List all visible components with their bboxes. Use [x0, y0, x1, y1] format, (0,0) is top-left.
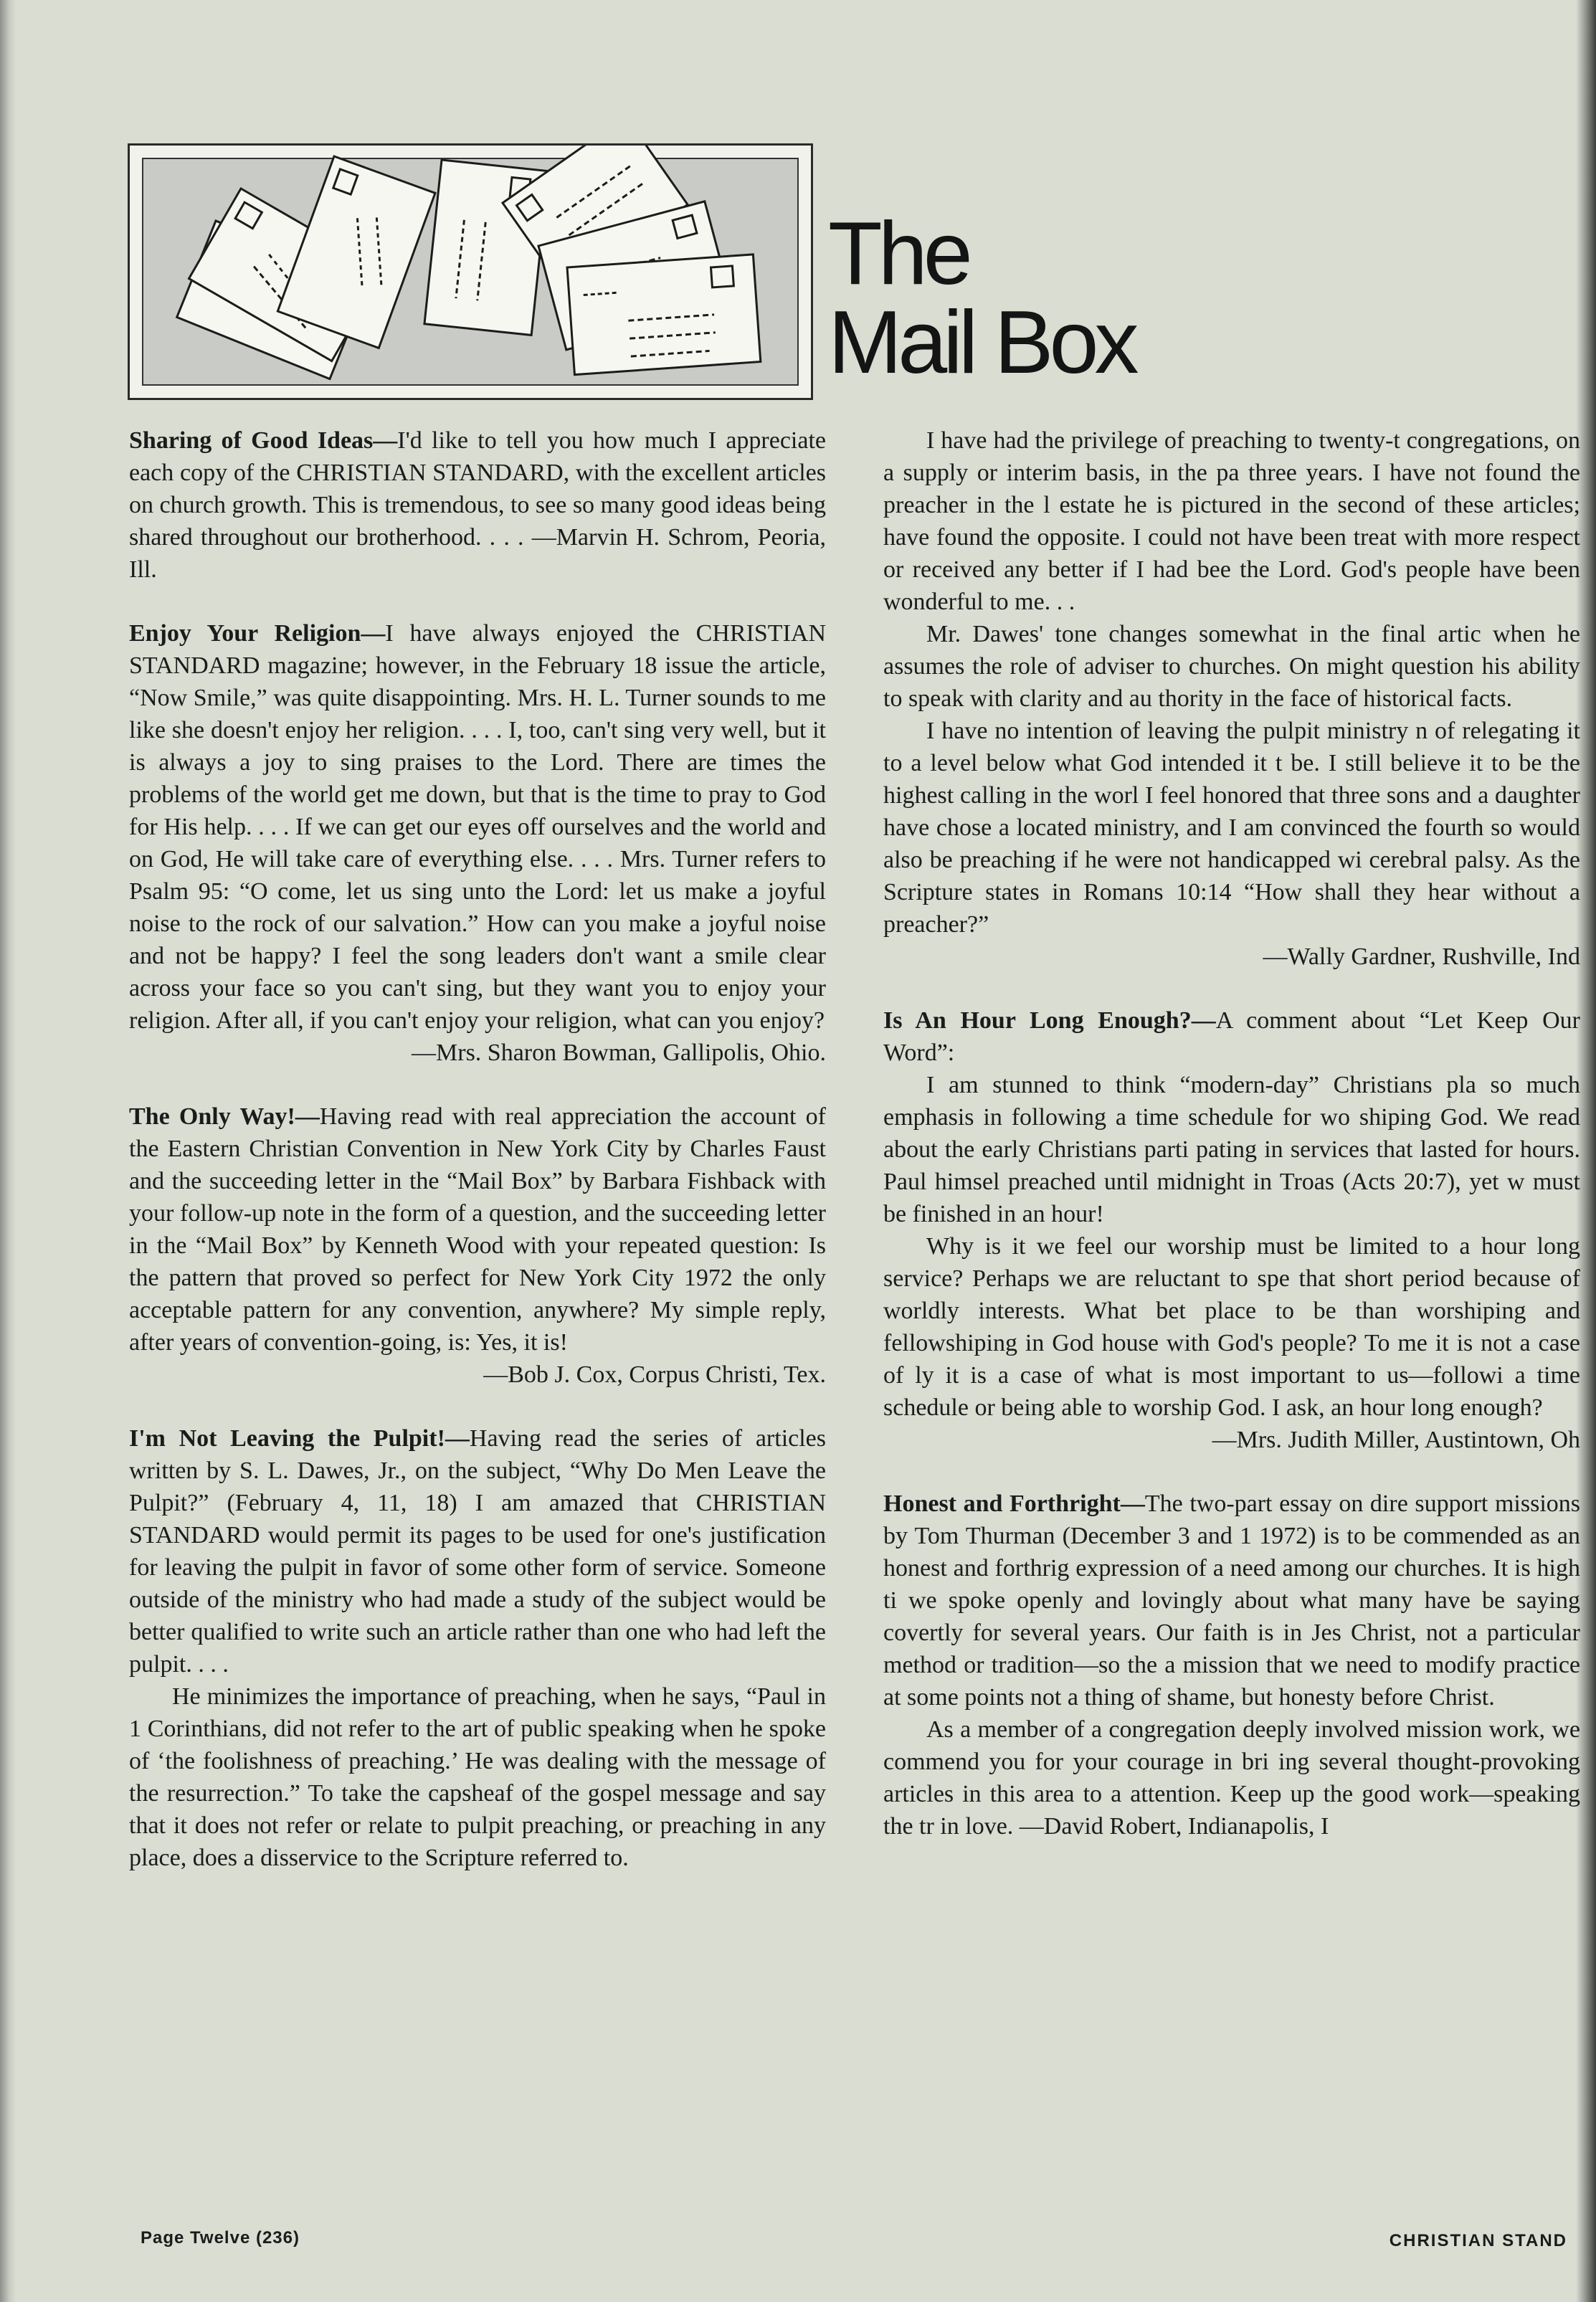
- letter-paragraph: [883, 1004, 1580, 1069]
- letter-signature: —Mrs. Judith Miller, Austintown, Oh: [1212, 1427, 1580, 1453]
- letter-paragraph: [883, 715, 1580, 941]
- letter-body-text: A comment about “Let Keep Our Word”:: [883, 1007, 1581, 1066]
- mail-envelopes-illustration: [128, 143, 813, 400]
- letter-heading: I'm Not Leaving the Pulpit!—: [129, 1425, 470, 1452]
- letter-paragraph: [129, 1100, 826, 1359]
- letter: [883, 424, 1580, 973]
- letter-body-text: I have had the privilege of preaching to twenty-t congregations, on a supply or interim basis, in the pa three years. I have not found the preacher in the l estate he is pictured in the second of these articles; have found the opposite. I could not have been treat with more respect or received any better if I had bee the Lord. God's people have been wonderful to me. . .: [883, 427, 1580, 615]
- masthead-title: [828, 204, 1135, 392]
- letter: [129, 617, 826, 1069]
- letter-heading: Sharing of Good Ideas—: [129, 427, 398, 454]
- masthead-line-mail-box: Mail Box: [828, 293, 1135, 392]
- letter: [883, 1488, 1580, 1842]
- letter-paragraph: [129, 1422, 826, 1680]
- letter-signature: —Mrs. Sharon Bowman, Gallipolis, Ohio.: [412, 1040, 826, 1066]
- letter-paragraph: [883, 1488, 1580, 1713]
- left-column: [129, 424, 826, 1906]
- letter: [883, 1004, 1580, 1456]
- letter-body-text: Having read with real appreciation the account of the Eastern Christian Convention in New York City by Charles Faust and the succeeding letter in the “Mail Box” by Barbara Fishback with your follow-up note in the form of a question, and the succeeding letter in the “Mail Box” by Kenneth Wood with your repeated question: Is the pattern that proved so perfect for New York City 1972 the only acceptable pattern for any convention, anywhere? My simple reply, after years of convention-going, is: Yes, it is!: [129, 1103, 827, 1356]
- letter-body-text: As a member of a congregation deeply involved mission work, we commend you for your courage in bri ing several thought-provoking articles in this area to a attention. Keep up the good work—speaking the tr in love. —David Robert, Indianapolis, I: [883, 1716, 1580, 1840]
- letter-body-text: Having read the series of articles written by S. L. Dawes, Jr., on the subject, “Why Do Men Leave the Pulpit?” (February 4, 11, 18) I am amazed that CHRISTIAN STANDARD would permit its pages to be used for one's justification for leaving the pulpit in favor of some other form of service. Someone outside of the ministry who had made a study of the subject would be better qualified to write such an article rather than one who had left the pulpit. . . .: [129, 1425, 826, 1678]
- letter-body-text: I have no intention of leaving the pulpit ministry n of relegating it to a level below what God intended it t be. I still believe it to be the highest calling in the worl I feel honored that three sons and a daughter have chose a located ministry, and I am convinced the fourth so would also be preaching if he were not handicapped wi cerebral palsy. As the Scripture states in Romans 10:14 “How shall they hear without a preacher?”: [883, 718, 1580, 938]
- publication-name: CHRISTIAN STAND: [1389, 2231, 1567, 2250]
- page-number: Page Twelve (236): [141, 2228, 300, 2248]
- letter-paragraph: [883, 1069, 1580, 1230]
- masthead-line-the: The: [828, 204, 969, 303]
- letter: [129, 424, 826, 586]
- envelopes-icon: [130, 146, 811, 398]
- letter-body-text: I'd like to tell you how much I appreciate each copy of the CHRISTIAN STANDARD, with the excellent articles on church growth. This is tremendous, to see so many good ideas being shared throughout our brotherhood. . . . —Marvin H. Schrom, Peoria, Ill.: [129, 427, 827, 583]
- letter-paragraph: [883, 1230, 1580, 1424]
- letter-body-text: Why is it we feel our worship must be limited to a hour long service? Perhaps we are reluctant to spe that short period because of worldly interests. What bet place to be than worshiping and fellowshiping in God house with God's people? To me it is not a case of ly it is a case of what is most important to us—followi a time schedule or being able to worship God. I ask, an hour long enough?: [883, 1233, 1580, 1421]
- letter-body-text: Mr. Dawes' tone changes somewhat in the final artic when he assumes the role of adviser to churches. On might question his ability to speak with clarity and au thority in the face of historical facts.: [883, 621, 1580, 712]
- letter-signature: —Wally Gardner, Rushville, Ind: [1263, 943, 1580, 970]
- right-column: [883, 424, 1580, 1874]
- letter-heading: Honest and Forthright—: [883, 1490, 1145, 1517]
- letter-paragraph: [883, 424, 1580, 618]
- letter-body-text: The two-part essay on dire support missions by Tom Thurman (December 3 and 1 1972) is to be commended as an honest and forthrig expression of a need among our churches. It is high ti we spoke openly and lovingly about what many have be saying covertly for several years. Our faith is in Jes Christ, not a particular method or tradition—so the a mission that we need to modify practice at some points not a thing of shame, but honesty before Christ.: [883, 1490, 1581, 1711]
- letter-heading: The Only Way!—: [129, 1103, 320, 1130]
- letter-paragraph: [129, 424, 826, 586]
- letter-heading: Is An Hour Long Enough?—: [883, 1007, 1216, 1034]
- letter-paragraph: [129, 1680, 826, 1874]
- letter: [129, 1100, 826, 1391]
- letter-paragraph: [129, 617, 826, 1037]
- letter-heading: Enjoy Your Religion—: [129, 620, 386, 647]
- letter-paragraph: [883, 1713, 1580, 1842]
- letter-body-text: I am stunned to think “modern-day” Christians pla so much emphasis in following a time schedule for wo shiping God. We read about the early Christians parti pating in services that lasted for hours. Paul himsel preached until midnight in Troas (Acts 20:7), yet w must be finished in an hour!: [883, 1072, 1580, 1227]
- letter-body-text: I have always enjoyed the CHRISTIAN STANDARD magazine; however, in the February 18 issue the article, “Now Smile,” was quite disappointing. Mrs. H. L. Turner sounds to me like she doesn't enjoy her religion. . . . I, too, can't sing very well, but it is always a joy to sing praises to the Lord. There are times the problems of the world get me down, but that is the time to pray to God for His help. . . . If we can get our eyes off ourselves and the world and on God, He will take care of everything else. . . . Mrs. Turner refers to Psalm 95: “O come, let us sing unto the Lord: let us make a joyful noise to the rock of our salvation.” How can you make a joyful noise and not be happy? I feel the song leaders don't want a smile clear across your face so you can't sing, but they want you to enjoy your religion. After all, if you can't enjoy your religion, what can you enjoy?: [129, 620, 826, 1034]
- page-edge-left: [0, 0, 16, 2302]
- letter: [129, 1422, 826, 1874]
- letter-paragraph: [883, 618, 1580, 715]
- letter-body-text: He minimizes the importance of preaching, when he says, “Paul in 1 Corinthians, did not refer to the art of public speaking when he spoke of ‘the foolishness of preaching.’ He was dealing with the message of the resurrection.” To take the capsheaf of the gospel message and say that it does not refer or relate to pulpit preaching, or preaching in any place, does a disservice to the Scripture referred to.: [129, 1683, 826, 1871]
- letter-signature: —Bob J. Cox, Corpus Christi, Tex.: [483, 1361, 826, 1388]
